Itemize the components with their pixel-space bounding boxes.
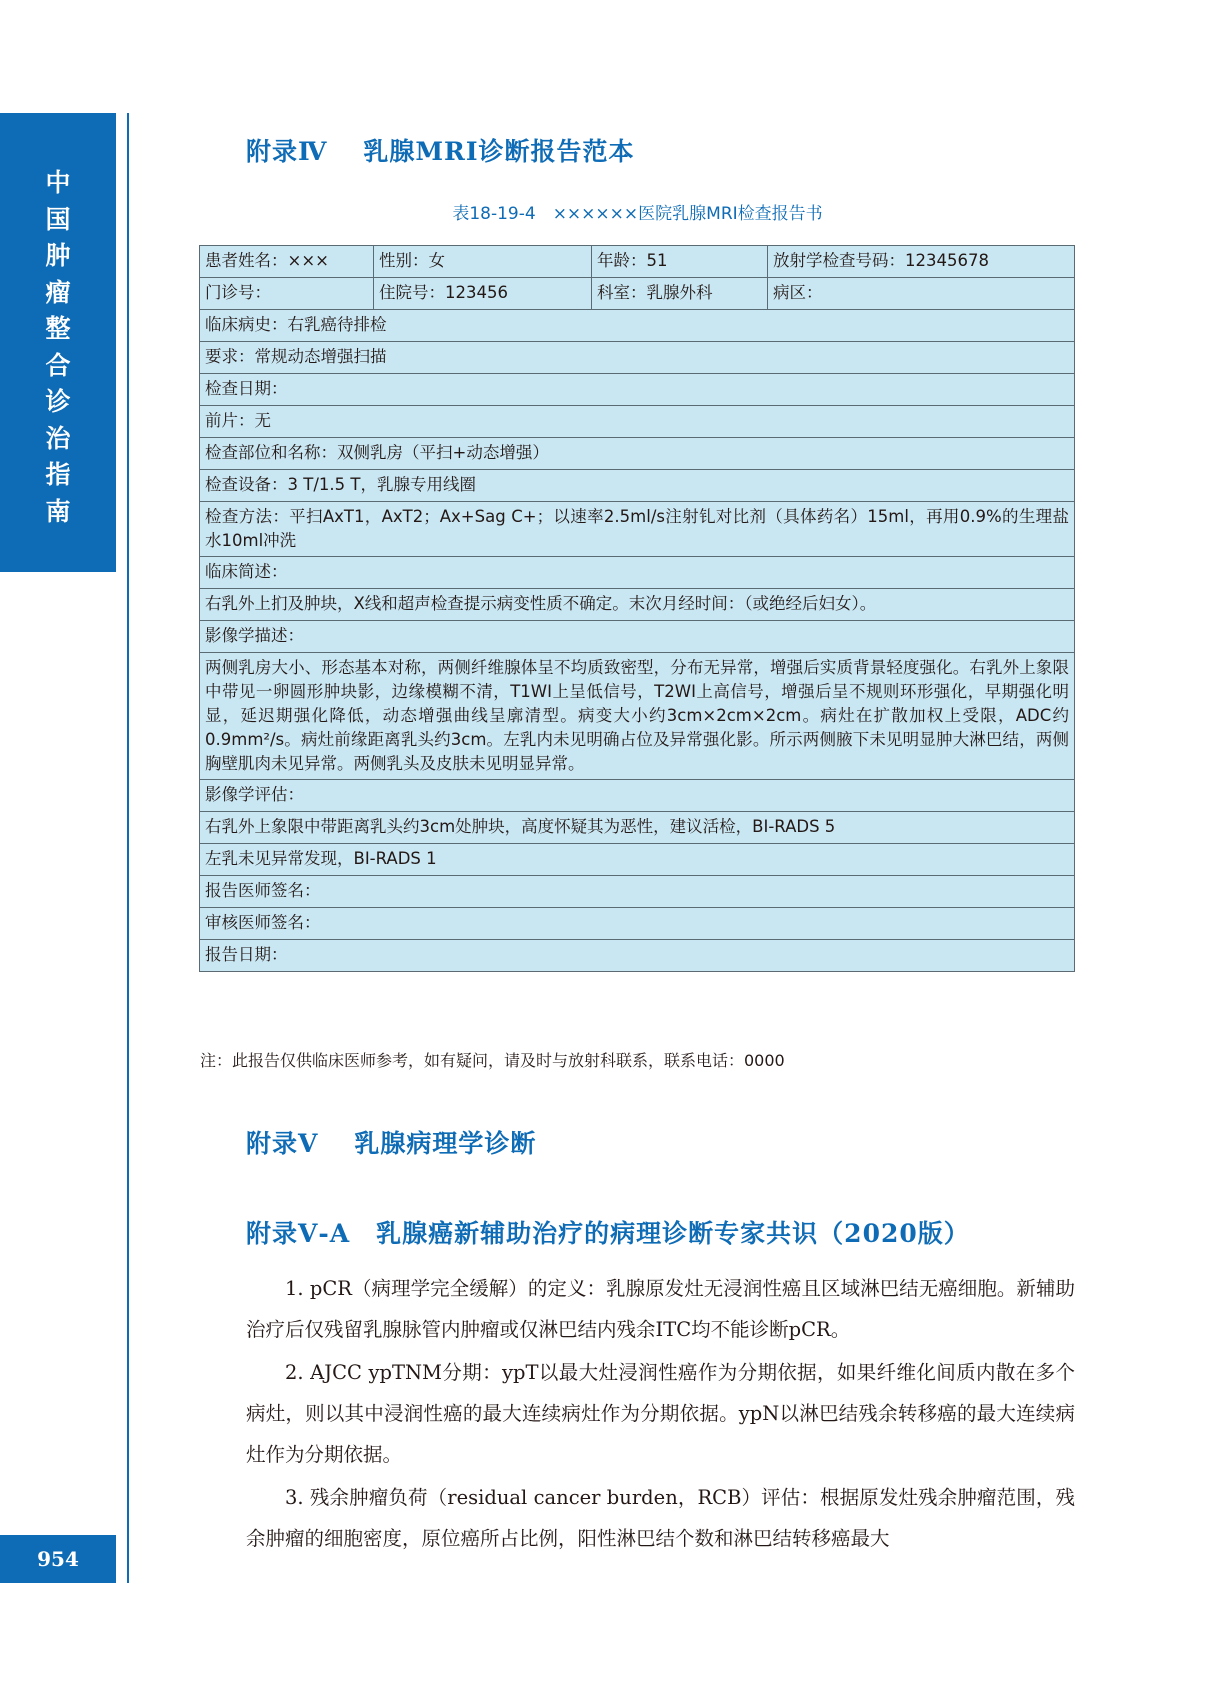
exam-equipment-cell: 检查设备：3 T/1.5 T，乳腺专用线圈 xyxy=(200,470,1075,502)
reporting-physician-cell: 报告医师签名： xyxy=(200,876,1075,908)
table-row xyxy=(200,876,1075,908)
table-row xyxy=(200,621,1075,653)
clinical-history-cell: 临床病史：右乳癌待排检 xyxy=(200,310,1075,342)
table-row xyxy=(200,438,1075,470)
table-row xyxy=(200,342,1075,374)
side-tab-char: 整 xyxy=(45,314,71,343)
table-row xyxy=(200,908,1075,940)
patient-name-cell: 患者姓名：××× xyxy=(200,246,374,278)
table-row xyxy=(200,844,1075,876)
requirement-cell: 要求：常规动态增强扫描 xyxy=(200,342,1075,374)
imaging-assessment-label-cell: 影像学评估： xyxy=(200,780,1075,812)
imaging-description-label-cell: 影像学描述： xyxy=(200,621,1075,653)
appendix-5a-heading xyxy=(246,1214,970,1250)
table-row xyxy=(200,557,1075,589)
table-caption: 表18-19-4 ××××××医院乳腺MRI检查报告书 xyxy=(452,204,823,224)
paragraph-rcb-assessment: 3. 残余肿瘤负荷（residual cancer burden，RCB）评估：根据原发灶残余肿瘤范围，残余肿瘤的细胞密度，原位癌所占比例，阳性淋巴结个数和淋巴结转移癌最大 xyxy=(246,1486,1075,1550)
outpatient-number-cell: 门诊号： xyxy=(200,278,374,310)
right-breast-assessment-cell: 右乳外上象限中带距离乳头约3cm处肿块，高度怀疑其为恶性，建议活检，BI-RADS 5 xyxy=(200,812,1075,844)
report-date-cell: 报告日期： xyxy=(200,940,1075,972)
mri-report-table xyxy=(199,245,1075,972)
sex-cell: 性别：女 xyxy=(374,246,592,278)
margin-rule xyxy=(127,113,129,1583)
side-tab-char: 治 xyxy=(45,423,71,453)
ward-cell: 病区： xyxy=(768,278,1075,310)
imaging-description-cell: 两侧乳房大小、形态基本对称，两侧纤维腺体呈不均质致密型，分布无异常，增强后实质背景轻度强化。右乳外上象限中带见一卵圆形肿块影，边缘模糊不清，T1WI上呈低信号，T2WI上高信号，增强后呈不规则环形强化，早期强化明显，延迟期强化降低，动态增强曲线呈廓清型。病变大小约3cm×2cm×2cm。病灶在扩散加权上受限，ADC约0.9mm²/s。病灶前缘距离乳头约3cm。左乳内未见明确占位及异常强化影。所示两侧腋下未见明显肿大淋巴结，两侧胸壁肌肉未见异常。两侧乳头及皮肤未见明显异常。 xyxy=(200,653,1075,780)
table-row xyxy=(200,278,1075,310)
paragraph-pcr-definition: 1. pCR（病理学完全缓解）的定义：乳腺原发灶无浸润性癌且区域淋巴结无癌细胞。新辅助治疗后仅残留乳腺脉管内肿瘤或仅淋巴结内残余ITC均不能诊断pCR。 xyxy=(246,1277,1075,1341)
table-note: 注：此报告仅供临床医师参考，如有疑问，请及时与放射科联系，联系电话：0000 xyxy=(200,1051,785,1070)
department-cell: 科室：乳腺外科 xyxy=(592,278,768,310)
reviewing-physician-cell: 审核医师签名： xyxy=(200,908,1075,940)
table-row xyxy=(200,653,1075,780)
table-row xyxy=(200,502,1075,557)
table-row xyxy=(200,940,1075,972)
appendix-5-heading xyxy=(246,1124,536,1160)
exam-number-cell: 放射学检查号码：12345678 xyxy=(768,246,1075,278)
table-row xyxy=(200,589,1075,621)
side-tab-char: 南 xyxy=(45,496,71,526)
appendix-4-heading xyxy=(246,132,635,168)
previous-film-cell: 前片：无 xyxy=(200,406,1075,438)
table-row xyxy=(200,374,1075,406)
heading-label: 附录Ⅳ xyxy=(246,137,328,166)
table-row xyxy=(200,406,1075,438)
heading-title: 乳腺癌新辅助治疗的病理诊断专家共识（2020版） xyxy=(376,1219,970,1248)
side-tab-char: 国 xyxy=(45,204,71,234)
exam-date-cell: 检查日期： xyxy=(200,374,1075,406)
exam-site-cell: 检查部位和名称：双侧乳房（平扫+动态增强） xyxy=(200,438,1075,470)
heading-label: 附录Ⅴ xyxy=(246,1129,319,1158)
paragraph-ajcc-staging: 2. AJCC ypTNM分期：ypT以最大灶浸润性癌作为分期依据，如果纤维化间质内散在多个病灶，则以其中浸润性癌的最大连续病灶作为分期依据。ypN以淋巴结残余转移癌的最大连续病灶作为分期依据。 xyxy=(246,1361,1075,1466)
clinical-summary-cell: 右乳外上扪及肿块，X线和超声检查提示病变性质不确定。末次月经时间：（或绝经后妇女）。 xyxy=(200,589,1075,621)
clinical-summary-label-cell: 临床简述： xyxy=(200,557,1075,589)
left-breast-assessment-cell: 左乳未见异常发现，BI-RADS 1 xyxy=(200,844,1075,876)
side-tab-char: 瘤 xyxy=(45,277,71,307)
table-row xyxy=(200,470,1075,502)
page-number: 954 xyxy=(0,1535,116,1583)
table-row xyxy=(200,246,1075,278)
side-tab-char: 肿 xyxy=(45,241,71,270)
table-row xyxy=(200,812,1075,844)
heading-title: 乳腺病理学诊断 xyxy=(354,1129,537,1158)
exam-method-cell: 检查方法：平扫AxT1，AxT2；Ax+Sag C+；以速率2.5ml/s注射钆对比剂（具体药名）15ml，再用0.9%的生理盐水10ml冲洗 xyxy=(200,502,1075,557)
side-tab-char: 合 xyxy=(45,350,71,380)
side-tab-char: 指 xyxy=(45,460,71,489)
side-chapter-tab xyxy=(0,113,116,572)
side-tab-char: 诊 xyxy=(45,387,71,416)
table-row xyxy=(200,780,1075,812)
side-tab-char: 中 xyxy=(45,168,71,197)
heading-label: 附录Ⅴ-A xyxy=(246,1219,351,1248)
table-row xyxy=(200,310,1075,342)
inpatient-number-cell: 住院号：123456 xyxy=(374,278,592,310)
heading-title: 乳腺MRI诊断报告范本 xyxy=(363,137,635,166)
age-cell: 年龄：51 xyxy=(592,246,768,278)
